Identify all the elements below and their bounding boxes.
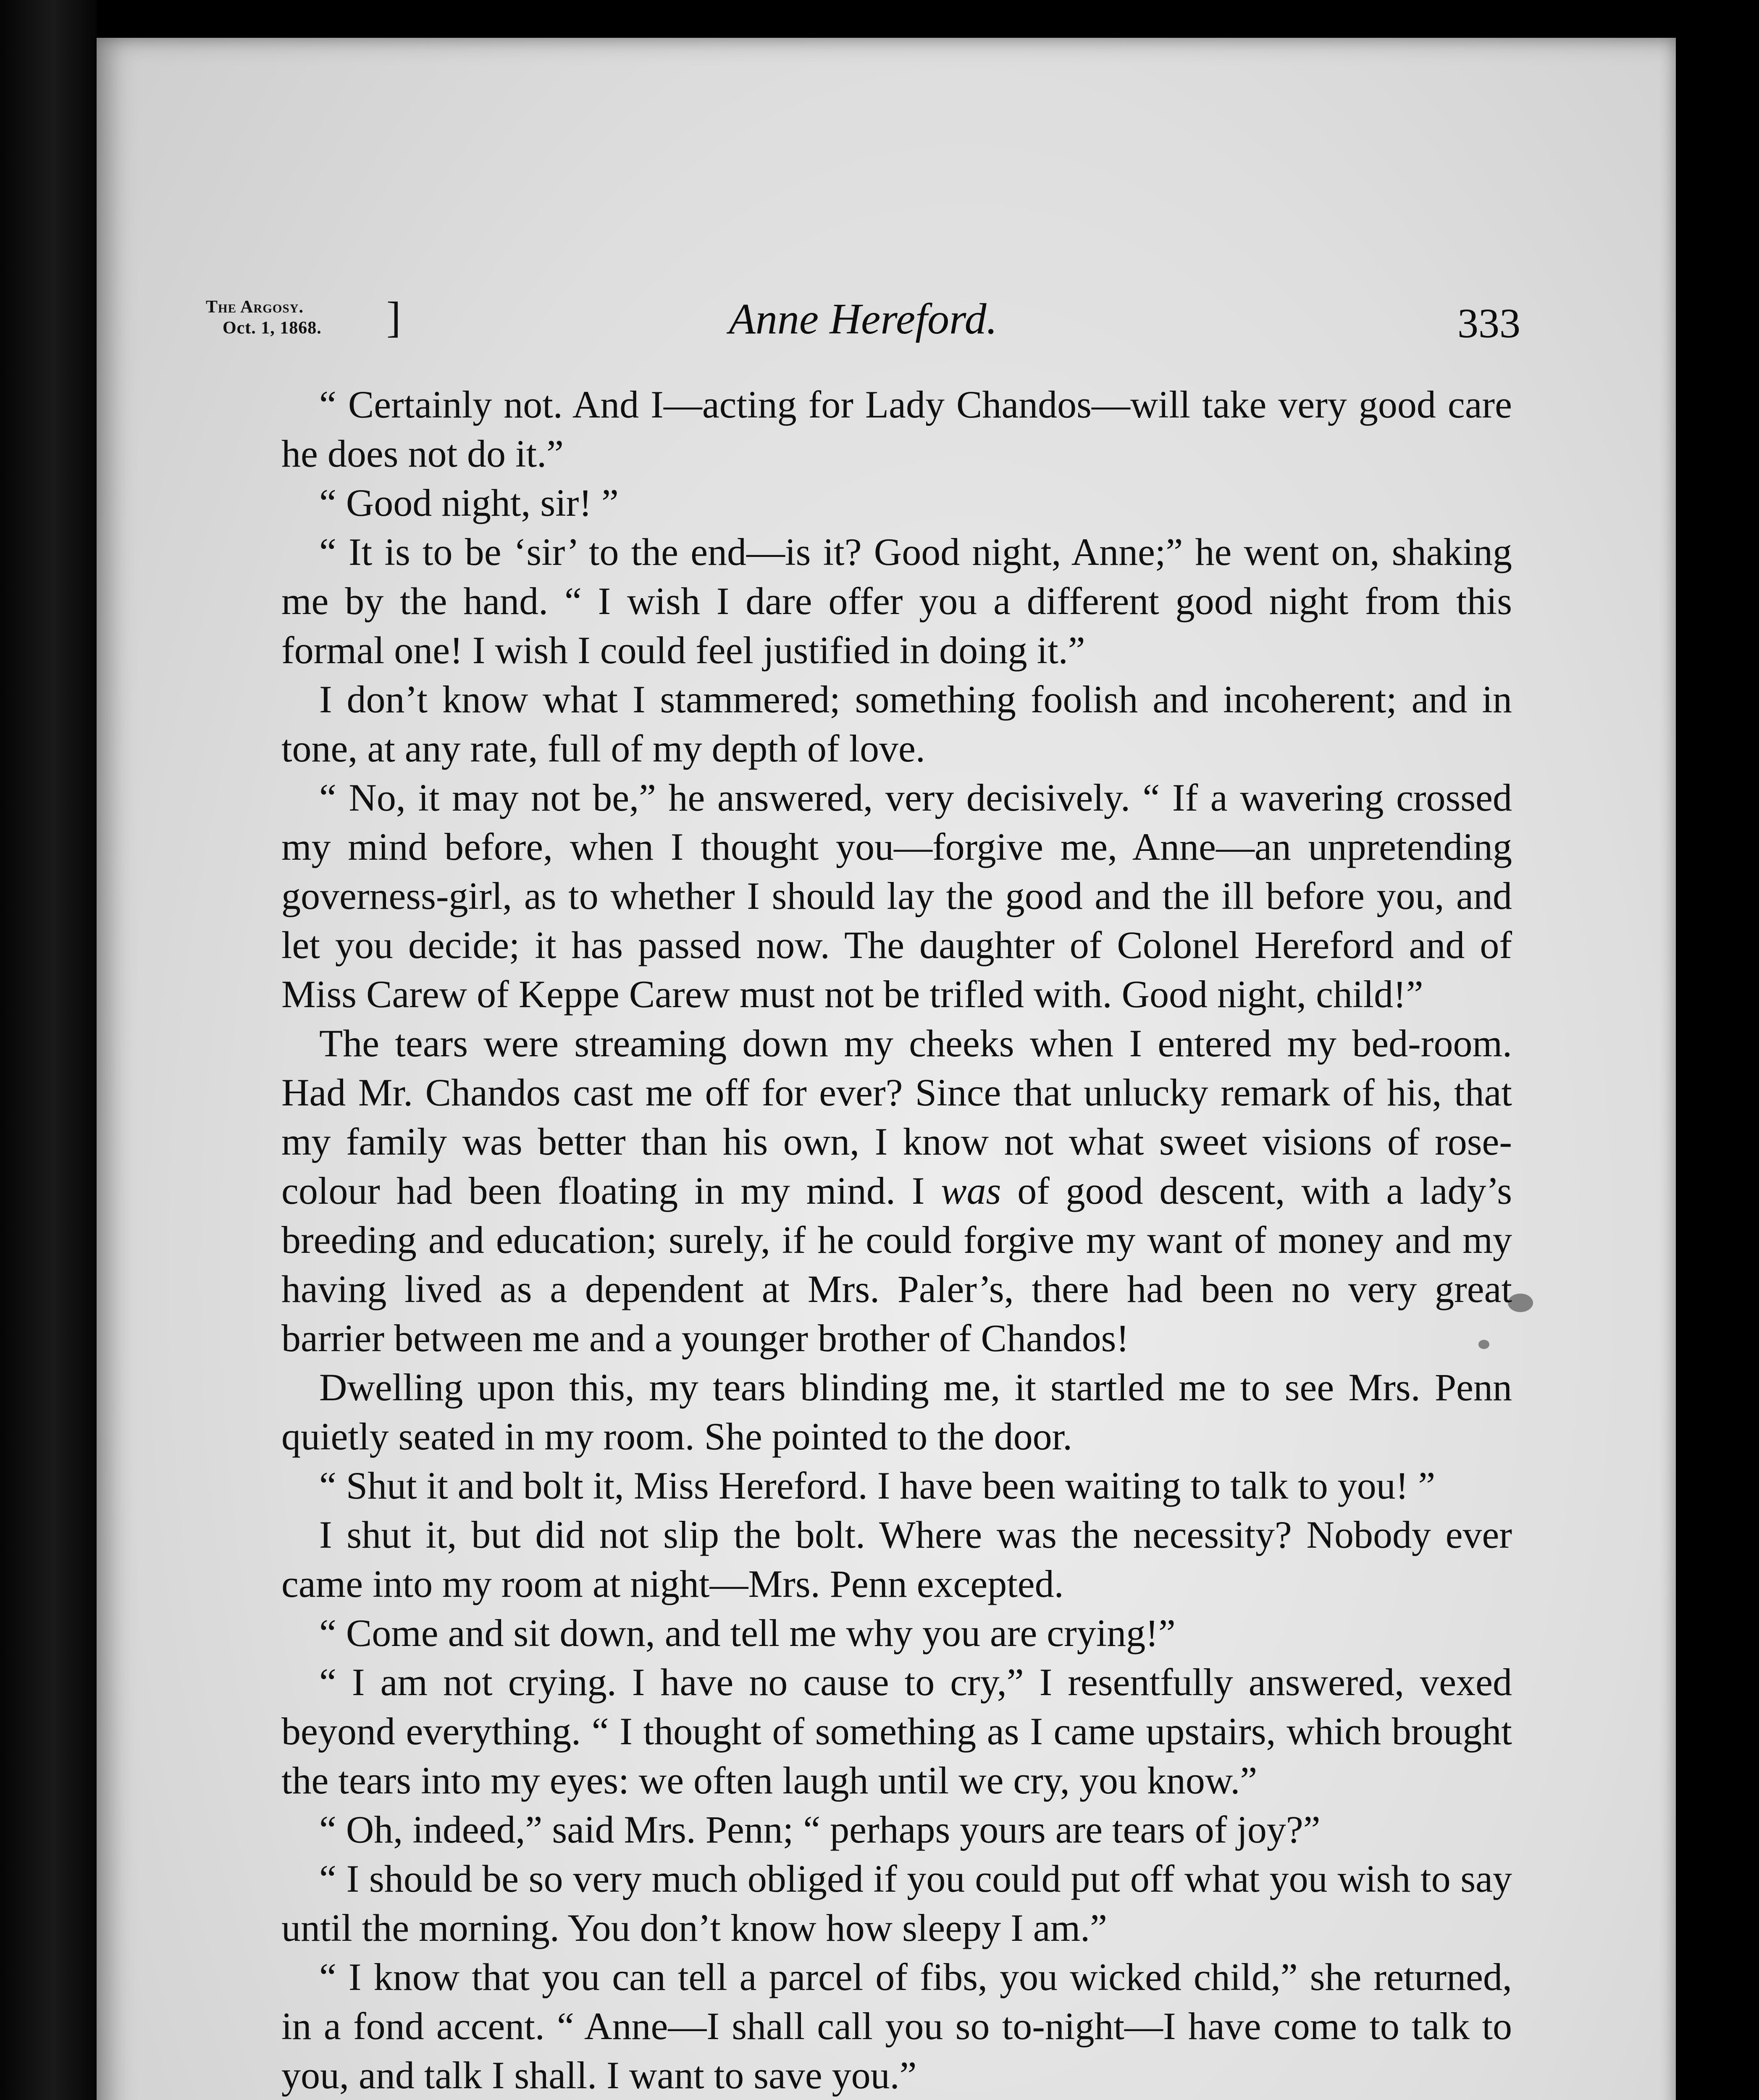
paragraph-text: The tears were streaming down my cheeks when I entered my bed-room. Had Mr. Chandos cast me off for ever? Since that unlucky remark of his, that my family was better than his own, I know not what sweet visions of rose-colour had been floating in my mind. I	[281, 1022, 1512, 1212]
paragraph-text: of good descent, with a lady’s breeding and education; surely, if he could forgive my want of money and my having lived as a dependent at Mrs. Paler’s, there had been no very great barrier between me and a younger brother of Chandos!	[281, 1169, 1512, 1360]
paragraph: I don’t know what I stammered; something foolish and incoherent; and in tone, at any rate, full of my depth of love.	[281, 678, 1512, 770]
paragraph: “ It is to be ‘sir’ to the end—is it? Good night, Anne;” he went on, shaking me by the hand. “ I wish I dare offer you a different good night from this formal one! I wish I could feel justified in doing it.”	[281, 530, 1512, 672]
publication-date: Oct. 1, 1868.	[223, 318, 322, 338]
publication-name: The Argosy.	[206, 297, 304, 317]
paragraph: “ I know that you can tell a parcel of fibs, you wicked child,” she returned, in a fond accent. “ Anne—I shall call you so to-night—I have come to talk to you, and talk I shall. I want to save you.”	[281, 1956, 1512, 2097]
paragraph: Dwelling upon this, my tears blinding me, it startled me to see Mrs. Penn quietly seated in my room. She pointed to the door.	[281, 1366, 1512, 1458]
paragraph: “ I should be so very much obliged if you could put off what you wish to say until the morning. You don’t know how sleepy I am.”	[281, 1857, 1512, 1949]
emphasis-was: was	[941, 1169, 1001, 1212]
paragraph: “ Come and sit down, and tell me why you are crying!”	[319, 1612, 1176, 1654]
paragraph: “ Good night, sir! ”	[319, 481, 619, 524]
paragraph	[281, 1019, 1512, 1363]
paragraph: “ Oh, indeed,” said Mrs. Penn; “ perhaps yours are tears of joy?”	[319, 1808, 1321, 1851]
page-number: 333	[1457, 300, 1520, 346]
paragraph: “ No, it may not be,” he answered, very decisively. “ If a wavering crossed my mind before, when I thought you—forgive me, Anne—an unpretending governess-girl, as to whether I should lay the good and the ill before you, and let you decide; it has passed now. The daughter of Colonel Hereford and of Miss Carew of Keppe Carew must not be trifled with. Good night, child!”	[281, 776, 1512, 1016]
running-header	[206, 294, 1520, 365]
header-bracket: ]	[386, 293, 401, 341]
paragraph: “ I am not crying. I have no cause to cry,” I resentfully answered, vexed beyond everything. “ I thought of something as I came upstairs, which brought the tears into my eyes: we often laugh until we cry, you know.”	[281, 1661, 1512, 1802]
running-title: Anne Hereford.	[729, 295, 998, 343]
paragraph: “ Certainly not. And I—acting for Lady Chandos—will take very good care he does not do it.”	[281, 383, 1512, 475]
paragraph: I shut it, but did not slip the bolt. Where was the necessity? Nobody ever came into my room at night—Mrs. Penn excepted.	[281, 1513, 1512, 1605]
body-text	[281, 380, 1512, 2100]
paragraph: “ Shut it and bolt it, Miss Hereford. I have been waiting to talk to you! ”	[319, 1464, 1436, 1507]
book-page	[97, 38, 1676, 2100]
book-spine-shadow	[0, 0, 97, 2100]
